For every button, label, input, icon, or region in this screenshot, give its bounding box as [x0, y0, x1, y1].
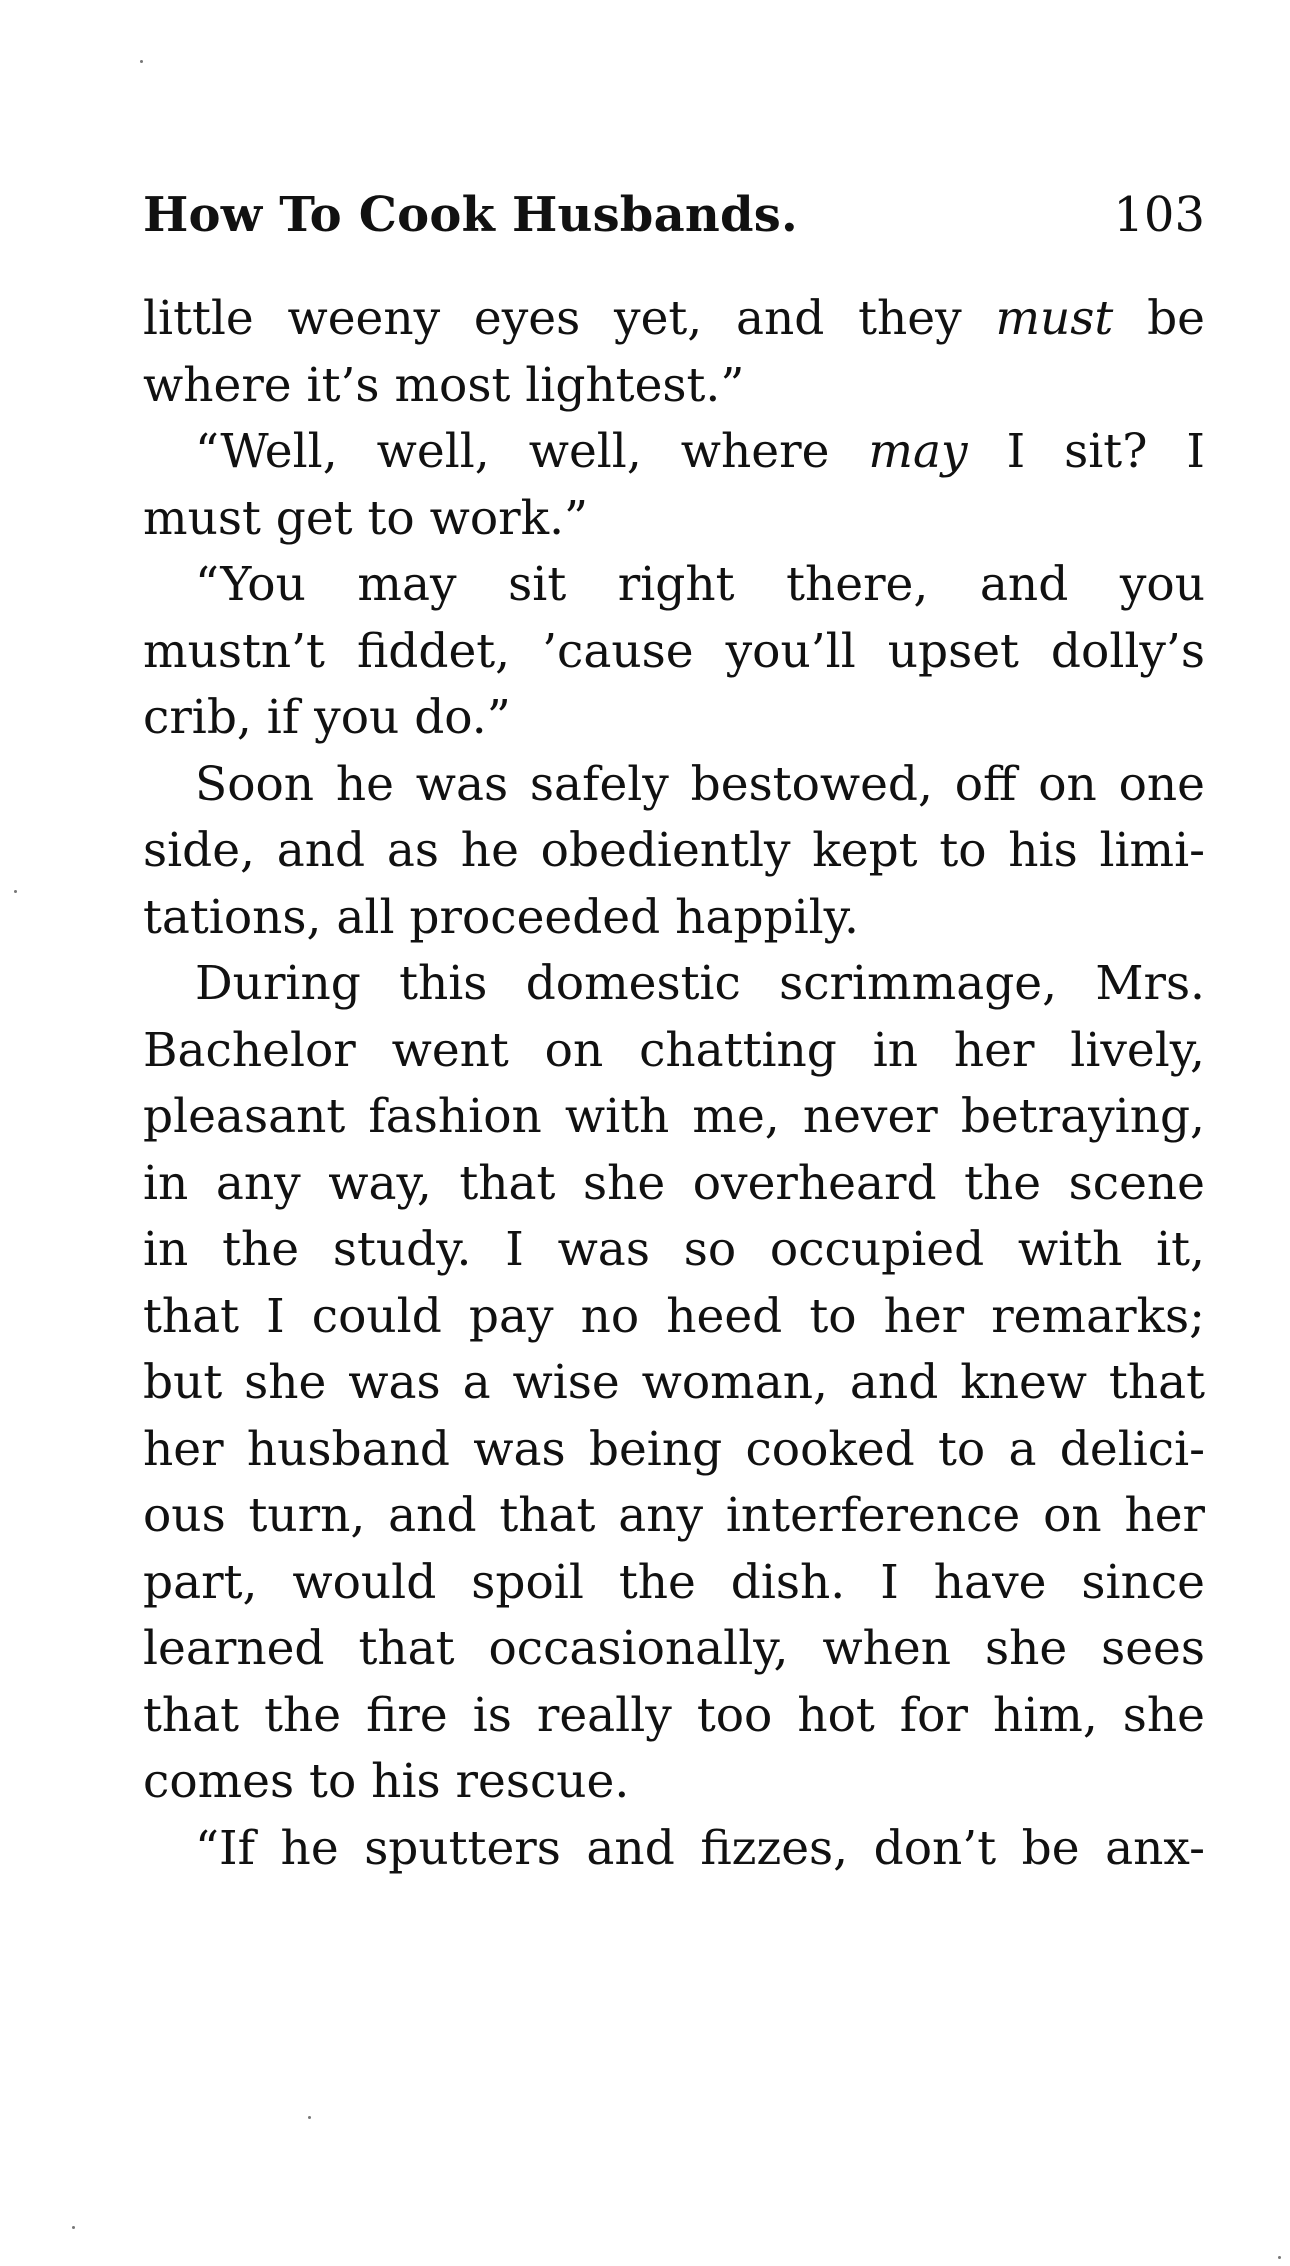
paper-speck: [1278, 2256, 1281, 2259]
text-line: mustn’t fiddet, ’cause you’ll upset dolly’s: [143, 623, 1205, 679]
text-line: side, and as he obediently kept to his limi-: [143, 823, 1205, 878]
text-line: little weeny eyes yet, and they must be: [143, 291, 1205, 346]
text-line: Bachelor went on chatting in her lively,: [143, 1022, 1205, 1078]
paper-speck: [72, 2226, 75, 2229]
text-line: that I could pay no heed to her remarks;: [143, 1288, 1205, 1344]
paper-speck: [140, 60, 143, 63]
text-line: “Well, well, well, where may I sit? I: [195, 424, 1205, 479]
text-line: her husband was being cooked to a delici-: [143, 1421, 1205, 1477]
text-line: part, would spoil the dish. I have since: [143, 1554, 1205, 1610]
text-line: comes to his rescue.: [143, 1754, 630, 1809]
text-line: crib, if you do.”: [143, 690, 511, 745]
text-line: “You may sit right there, and you: [195, 557, 1205, 612]
body-text: [143, 286, 1205, 1882]
text-line: in the study. I was so occupied with it,: [143, 1222, 1205, 1277]
text-line: where it’s most lightest.”: [143, 357, 745, 413]
text-line: tations, all proceeded happily.: [143, 889, 859, 945]
text-line: but she was a wise woman, and knew that: [143, 1355, 1205, 1410]
text-line: ous turn, and that any interference on her: [143, 1488, 1205, 1543]
text-line: Soon he was safely bestowed, off on one: [195, 756, 1205, 812]
italic-emphasis: may: [868, 424, 968, 479]
text-line: in any way, that she overheard the scene: [143, 1155, 1205, 1211]
text-line: During this domestic scrimmage, Mrs.: [195, 956, 1205, 1011]
text-line: must get to work.”: [143, 490, 589, 546]
paper-speck: [308, 2116, 311, 2119]
running-title: How To Cook Husbands.: [143, 187, 798, 243]
text-line: learned that occasionally, when she sees: [143, 1621, 1205, 1676]
text-line: that the fire is really too hot for him, she: [143, 1687, 1205, 1743]
text-line: pleasant fashion with me, never betraying,: [143, 1089, 1205, 1144]
italic-emphasis: must: [995, 291, 1114, 346]
paper-speck: [14, 890, 17, 893]
page-number: 103: [1113, 187, 1205, 243]
text-line: “If he sputters and fizzes, don’t be anx-: [195, 1820, 1205, 1876]
page-header: [143, 180, 1205, 250]
